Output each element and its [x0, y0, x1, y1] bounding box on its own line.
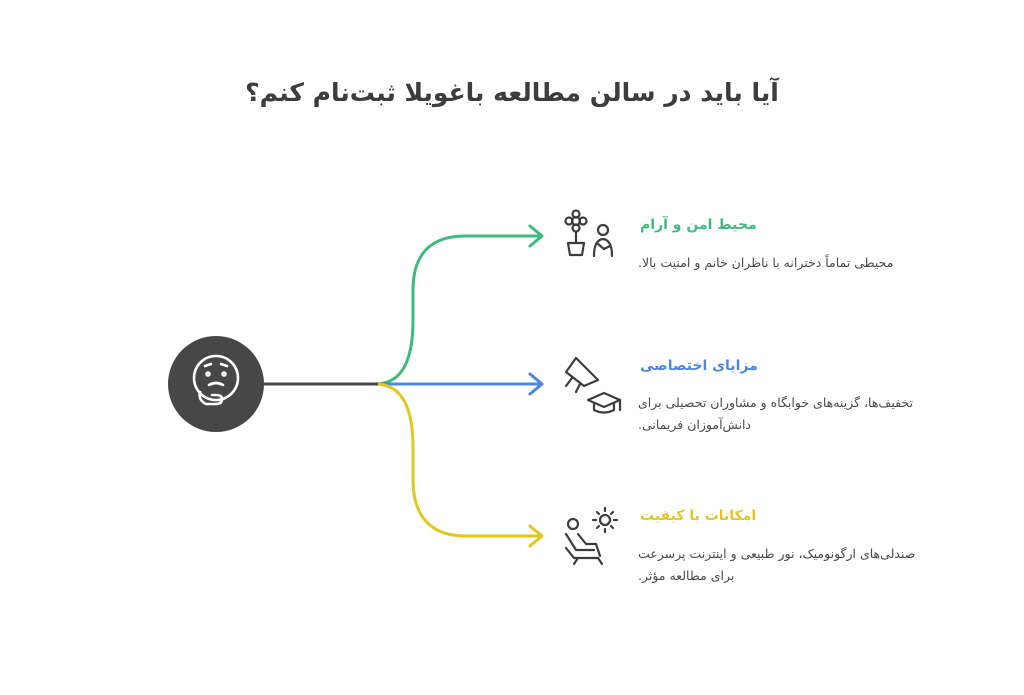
branch-description-safe-environment: محیطی تماماً دخترانه با ناظران خانم و امنیت بالا. [638, 255, 894, 270]
branch-heading-quality-facilities: امکانات با کیفیت [640, 508, 757, 524]
megaphone-graduation-cap-icon [566, 358, 620, 413]
branch-description-quality-facilities: صندلی‌های ارگونومیک، نور طبیعی و اینترنت پرسرعت برای مطالعه مؤثر. [638, 546, 916, 583]
branch-description-exclusive-benefits: تخفیف‌ها، گزینه‌های خوابگاه و مشاوران تحصیلی برای دانش‌آموزان فریمانی. [638, 395, 914, 432]
branch-connector-bottom [375, 384, 540, 536]
branch-connector-top [375, 236, 540, 384]
branch-heading-exclusive-benefits: مزایای اختصاصی [640, 358, 758, 374]
person-reclining-sun-icon [566, 508, 617, 564]
flower-and-person-icon [566, 211, 613, 257]
diagram-title: آیا باید در سالن مطالعه باغویلا ثبت‌نام کنم؟ [245, 78, 779, 107]
branch-heading-safe-environment: محیط امن و آرام [640, 217, 757, 233]
